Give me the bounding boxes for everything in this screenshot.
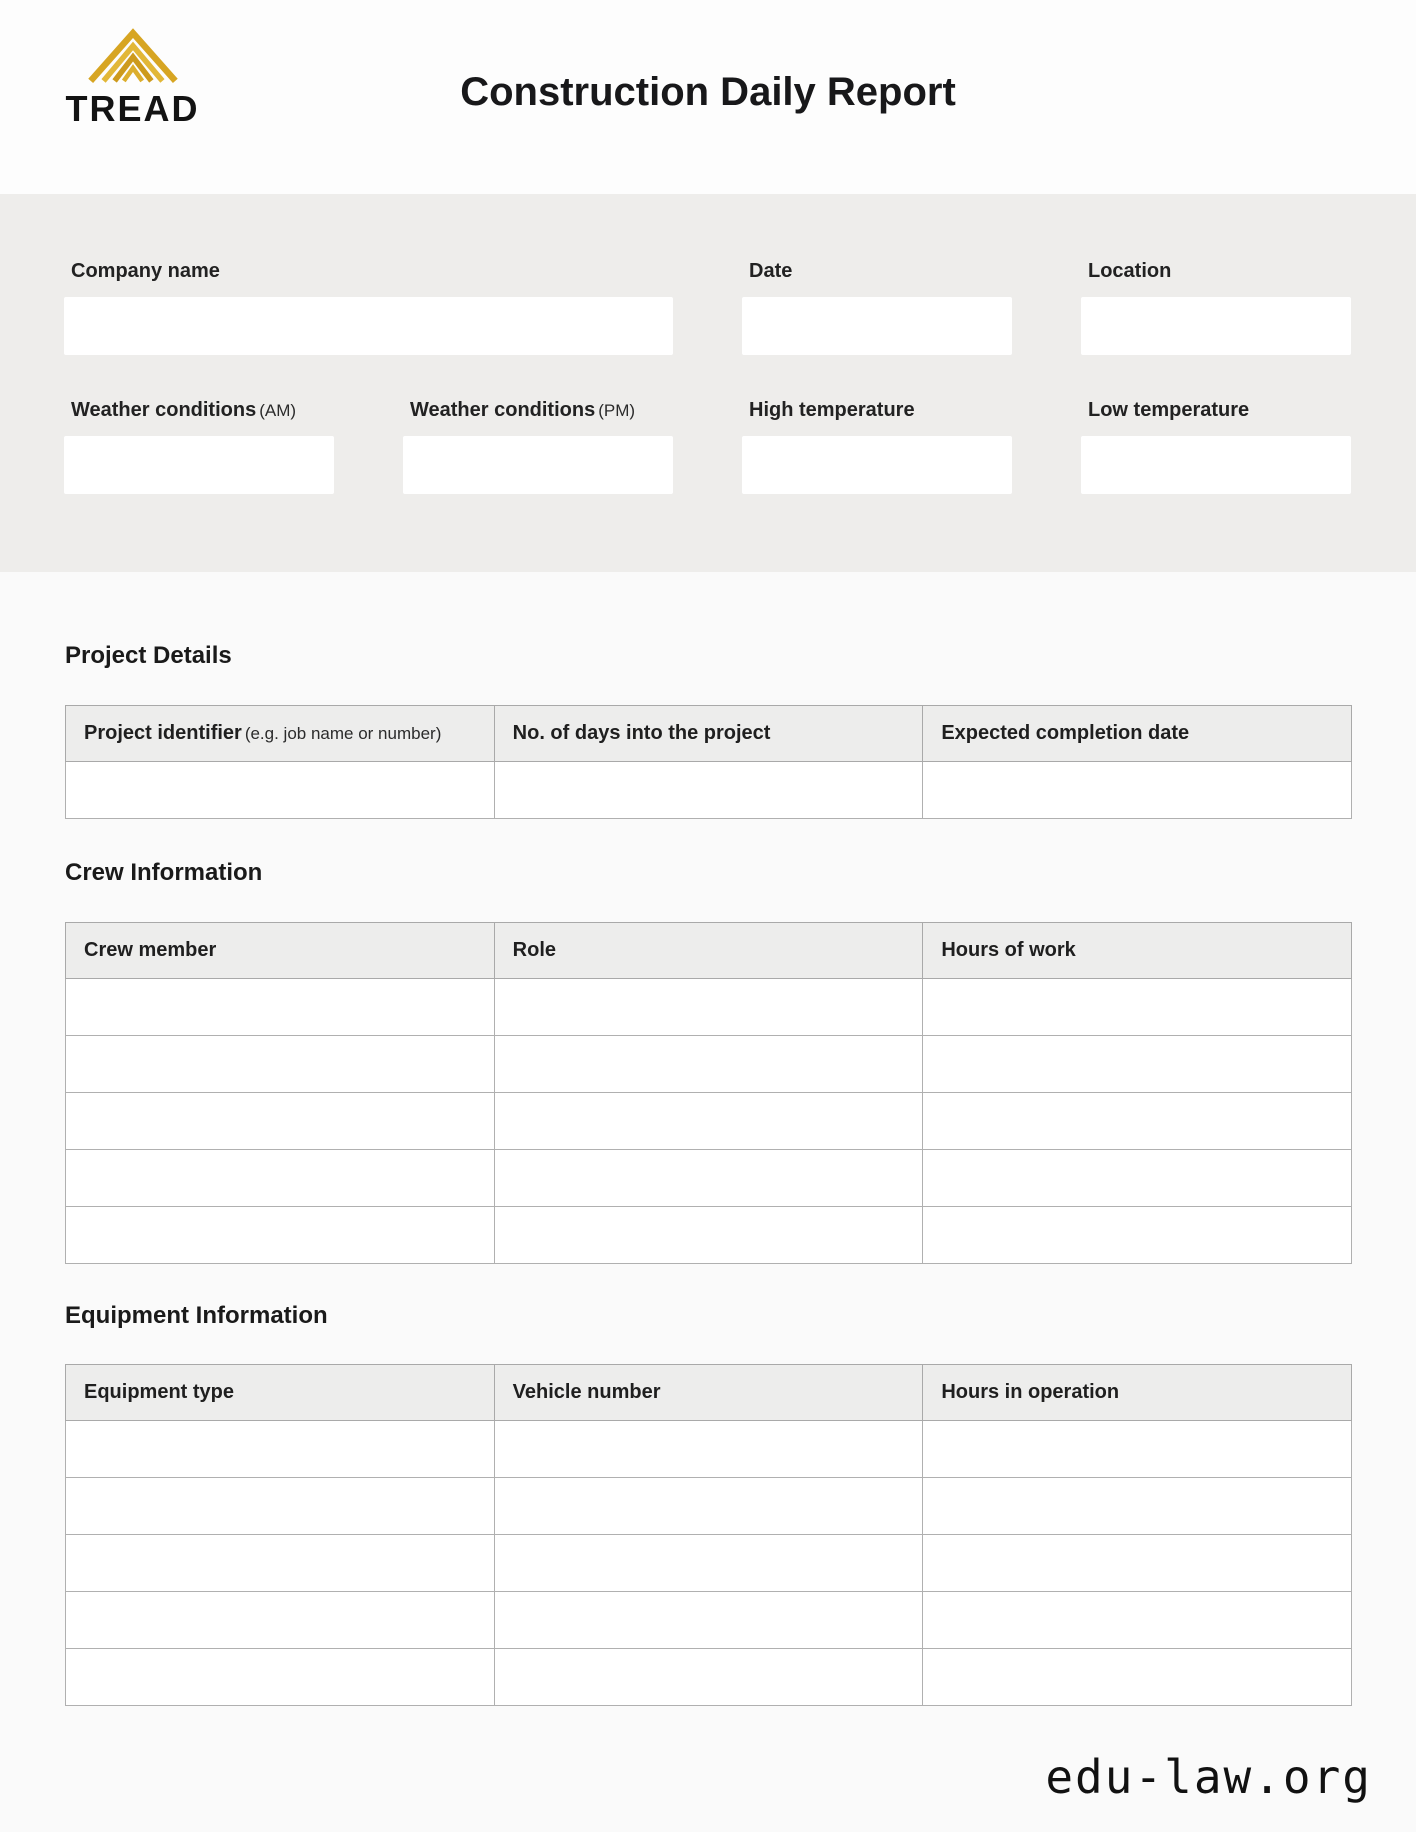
high-temperature-label: High temperature [749,399,915,421]
empty-cell[interactable] [494,1535,923,1592]
empty-cell[interactable] [923,1035,1352,1092]
empty-cell[interactable] [66,761,495,818]
page-header [0,0,1416,194]
table-row [66,761,1352,818]
empty-cell[interactable] [66,978,495,1035]
date-label: Date [749,260,793,282]
empty-cell[interactable] [494,1206,923,1263]
column-header-crew-member: Crew member [66,922,495,978]
table-row [66,1206,1352,1263]
empty-cell[interactable] [923,1535,1352,1592]
table-header-row [66,1365,1352,1421]
logo-wordmark: TREAD [65,88,200,129]
table-row [66,1035,1352,1092]
report-body [0,642,1416,1706]
table-row [66,1535,1352,1592]
low-temperature-input[interactable] [1081,436,1351,494]
field-company-name [64,258,673,355]
empty-cell[interactable] [494,1592,923,1649]
empty-cell[interactable] [494,1035,923,1092]
field-weather-pm [403,397,673,494]
location-label: Location [1088,260,1172,282]
empty-cell[interactable] [494,1421,923,1478]
column-header-hours-of-work: Hours of work [923,922,1352,978]
project-details-table [65,705,1352,819]
weather-am-input[interactable] [64,436,334,494]
empty-cell[interactable] [923,761,1352,818]
field-low-temperature [1081,397,1351,494]
field-weather-am [64,397,334,494]
empty-cell[interactable] [66,1035,495,1092]
table-row [66,1092,1352,1149]
column-header-vehicle-number: Vehicle number [494,1365,923,1421]
column-header-hours-in-operation: Hours in operation [923,1365,1352,1421]
empty-cell[interactable] [494,1649,923,1706]
column-header-expected-completion-date: Expected completion date [923,705,1352,761]
date-input[interactable] [742,297,1012,355]
empty-cell[interactable] [923,1592,1352,1649]
table-header-row [66,922,1352,978]
table-row [66,1478,1352,1535]
empty-cell[interactable] [66,1421,495,1478]
empty-cell[interactable] [66,1478,495,1535]
field-date [742,258,1012,355]
company-name-label: Company name [71,260,220,282]
crew-information-table [65,922,1352,1264]
empty-cell[interactable] [66,1592,495,1649]
empty-cell[interactable] [66,1149,495,1206]
watermark: edu-law.org [1045,1750,1372,1805]
table-row [66,1592,1352,1649]
empty-cell[interactable] [923,1149,1352,1206]
tread-logo-icon [87,26,179,88]
equipment-information-table [65,1364,1352,1706]
empty-cell[interactable] [66,1649,495,1706]
empty-cell[interactable] [923,1649,1352,1706]
empty-cell[interactable] [66,1535,495,1592]
empty-cell[interactable] [494,761,923,818]
equipment-information-heading: Equipment Information [65,1301,328,1329]
weather-am-label: Weather conditions (AM) [71,399,297,421]
general-info-section [0,194,1416,572]
low-temperature-label: Low temperature [1088,399,1250,421]
column-header-role: Role [494,922,923,978]
weather-pm-input[interactable] [403,436,673,494]
empty-cell[interactable] [66,1206,495,1263]
tread-logo [62,26,203,130]
column-header-project-identifier: Project identifier (e.g. job name or number) [66,705,495,761]
empty-cell[interactable] [923,978,1352,1035]
table-row [66,1421,1352,1478]
empty-cell[interactable] [923,1092,1352,1149]
column-header-days-into-project: No. of days into the project [494,705,923,761]
field-high-temperature [742,397,1012,494]
empty-cell[interactable] [494,1149,923,1206]
company-name-input[interactable] [64,297,673,355]
table-row [66,1149,1352,1206]
table-header-row [66,705,1352,761]
empty-cell[interactable] [923,1206,1352,1263]
project-details-heading: Project Details [65,642,232,669]
crew-information-heading: Crew Information [65,858,263,886]
empty-cell[interactable] [66,1092,495,1149]
column-header-equipment-type: Equipment type [66,1365,495,1421]
empty-cell[interactable] [494,1092,923,1149]
page-title: Construction Daily Report [460,70,956,114]
location-input[interactable] [1081,297,1351,355]
table-row [66,978,1352,1035]
empty-cell[interactable] [494,978,923,1035]
weather-pm-label: Weather conditions (PM) [410,399,636,421]
empty-cell[interactable] [923,1478,1352,1535]
field-location [1081,258,1351,355]
empty-cell[interactable] [923,1421,1352,1478]
high-temperature-input[interactable] [742,436,1012,494]
table-row [66,1649,1352,1706]
empty-cell[interactable] [494,1478,923,1535]
